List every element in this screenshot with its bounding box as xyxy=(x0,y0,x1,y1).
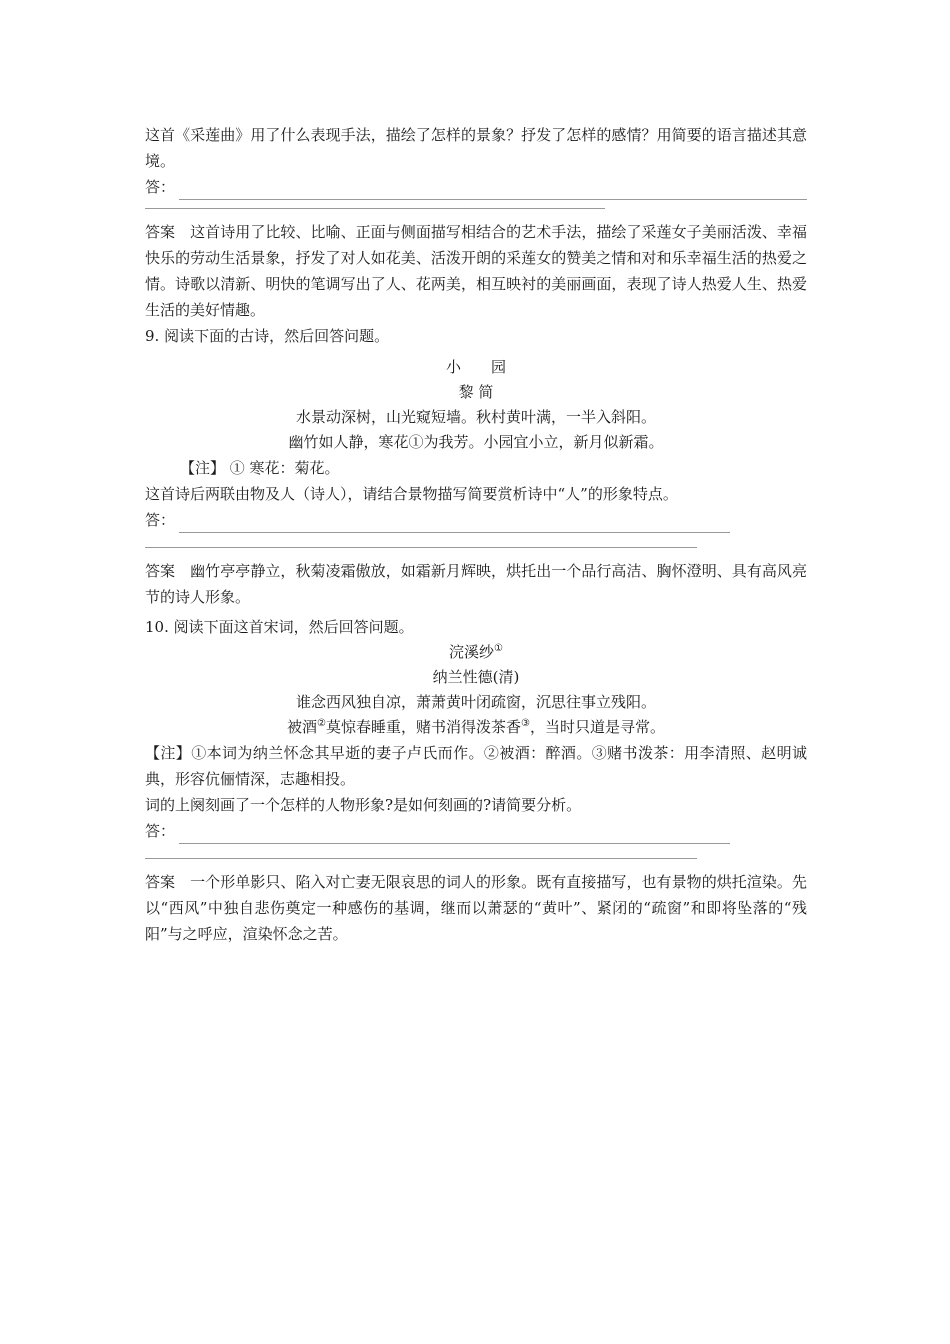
question-9-text: 这首诗后两联由物及人（诗人），请结合景物描写简要赏析诗中“人”的形象特点。 xyxy=(145,485,678,503)
question-9-intro: 9. 阅读下面的古诗，然后回答问题。 xyxy=(145,327,390,345)
ci-title-text: 浣溪纱 xyxy=(449,643,495,661)
answer-prompt: 答： xyxy=(145,822,176,840)
answer-label: 答案 xyxy=(145,562,176,580)
question-10-text: 词的上阕刻画了一个怎样的人物形象?是如何刻画的?请简要分析。 xyxy=(145,796,582,814)
poem-line: 水景动深树，山光窥短墙。秋村黄叶满，一半入斜阳。 xyxy=(295,408,656,426)
answer-label: 答案 xyxy=(145,873,176,891)
answer-rule xyxy=(179,181,807,200)
answer-line-9[interactable] xyxy=(145,507,730,533)
poem-line: 幽竹如人静，寒花①为我芳。小园宜小立，新月似新霜。 xyxy=(288,433,664,451)
answer-10 xyxy=(145,869,807,947)
ci-line: 谁念西风独自凉，萧萧黄叶闭疏窗，沉思往事立残阳。 xyxy=(295,693,656,711)
answer-text: 幽竹亭亭静立，秋菊凌霜傲放，如霜新月辉映，烘托出一个品行高洁、胸怀澄明、具有高风亮节的诗人形象。 xyxy=(145,562,807,606)
answer-prompt: 答： xyxy=(145,178,176,196)
question-10-intro: 10. 阅读下面这首宋词，然后回答问题。 xyxy=(145,618,414,636)
footnote-marker: ③ xyxy=(521,718,530,729)
ci-line: 被酒②莫惊春睡重，赌书消得泼茶香③，当时只道是寻常。 xyxy=(287,718,665,736)
ci-author: 纳兰性德(清) xyxy=(432,668,520,686)
poem-title: 小 园 xyxy=(445,358,506,376)
document-page xyxy=(145,122,807,947)
answer-label: 答案 xyxy=(145,223,176,241)
answer-line-10[interactable] xyxy=(145,818,730,844)
answer-text: 一个形单影只、陷入对亡妻无限哀思的词人的形象。既有直接描写，也有景物的烘托渲染。先以“西风”中独自悲伤奠定一种感伤的基调，继而以萧瑟的“黄叶”、紧闭的“疏窗”和即将坠落的“残阳”与之呼应，渲染怀念之苦。 xyxy=(145,873,807,943)
answer-rule xyxy=(179,825,730,844)
answer-8 xyxy=(145,219,807,323)
answer-prompt: 答： xyxy=(145,511,176,529)
ci-note: 【注】①本词为纳兰怀念其早逝的妻子卢氏而作。②被酒：醉酒。③赌书泼茶：用李清照、赵明诚典，形容伉俪情深，志趣相投。 xyxy=(145,744,807,788)
poem-author: 黎 简 xyxy=(458,383,494,401)
ci-title xyxy=(145,640,807,665)
answer-line-8[interactable] xyxy=(145,174,807,200)
footnote-marker: ① xyxy=(494,643,503,654)
answer-rule-2 xyxy=(145,547,697,548)
answer-rule xyxy=(179,514,730,533)
answer-text: 这首诗用了比较、比喻、正面与侧面描写相结合的艺术手法，描绘了采莲女子美丽活泼、幸福快乐的劳动生活景象，抒发了对人如花美、活泼开朗的采莲女的赞美之情和对和乐幸福生活的热爱之情。诗歌以清新、明快的笔调写出了人、花两美，相互映衬的美丽画面，表现了诗人热爱人生、热爱生活的美好情趣。 xyxy=(145,223,807,319)
question-8-text: 这首《采莲曲》用了什么表现手法，描绘了怎样的景象？抒发了怎样的感情？用简要的语言描述其意境。 xyxy=(145,126,807,170)
answer-9 xyxy=(145,558,807,610)
poem-note: 【注】 ① 寒花：菊花。 xyxy=(180,459,340,477)
answer-rule-2 xyxy=(145,208,605,209)
answer-rule-2 xyxy=(145,858,697,859)
footnote-marker: ② xyxy=(317,718,326,729)
